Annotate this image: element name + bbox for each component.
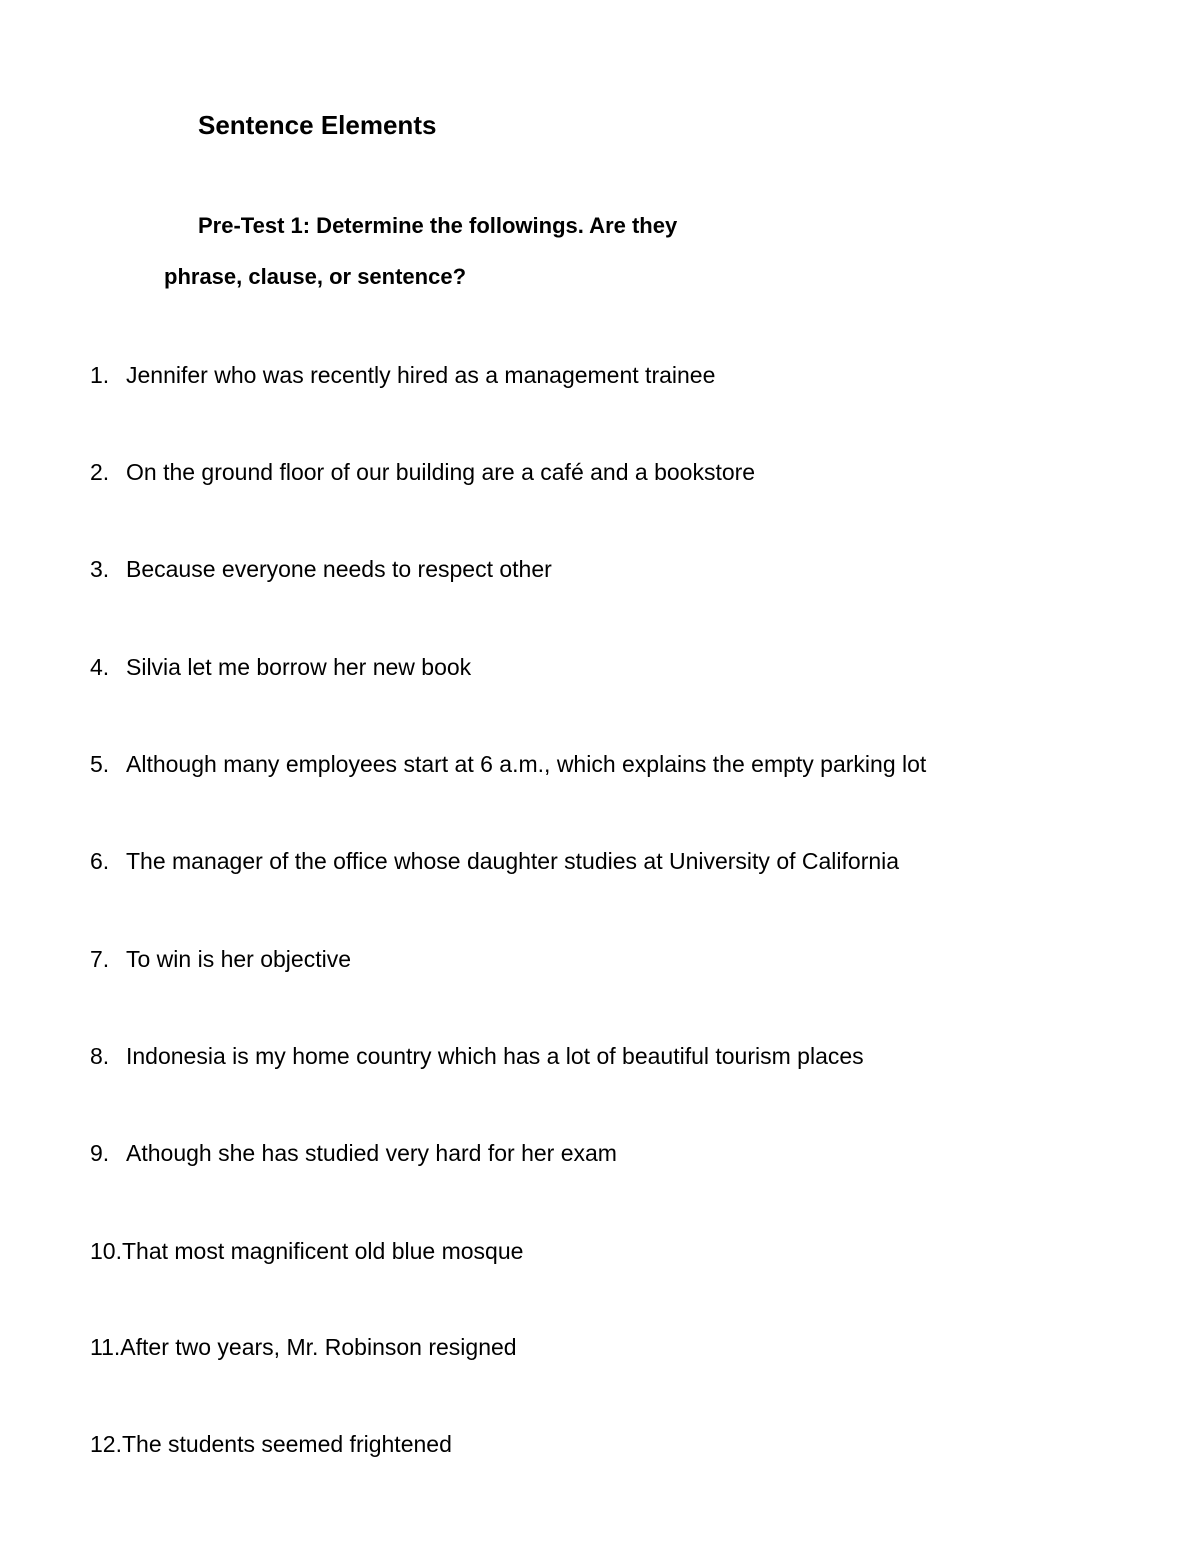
item-text: To win is her objective: [126, 946, 351, 972]
list-item: [90, 457, 755, 487]
item-number: 9.: [90, 1140, 110, 1166]
list-item: [90, 1332, 517, 1362]
item-text: Although many employees start at 6 a.m., which explains the empty parking lot: [126, 751, 927, 777]
item-number: 1.: [90, 362, 110, 388]
item-text: After two years, Mr. Robinson resigned: [120, 1334, 517, 1360]
list-item: [90, 1429, 452, 1459]
list-item: [90, 944, 351, 974]
list-item: [90, 360, 715, 390]
list-item: [90, 1236, 523, 1266]
item-number: 2.: [90, 459, 110, 485]
list-item: [90, 652, 471, 682]
item-number: 3.: [90, 556, 110, 582]
list-item: [90, 554, 552, 584]
list-item: [90, 846, 899, 876]
item-text: On the ground floor of our building are a café and a bookstore: [126, 459, 756, 485]
item-text: That most magnificent old blue mosque: [121, 1238, 524, 1264]
item-number: 11.: [90, 1334, 121, 1360]
list-item: [90, 749, 926, 779]
item-number: 6.: [90, 848, 110, 874]
item-number: 10.: [90, 1238, 122, 1264]
item-text: Silvia let me borrow her new book: [126, 654, 472, 680]
page-title: Sentence Elements: [198, 110, 437, 140]
item-number: 12.: [90, 1431, 122, 1457]
item-number: 4.: [90, 654, 110, 680]
item-number: 5.: [90, 751, 110, 777]
item-text: Indonesia is my home country which has a lot of beautiful tourism places: [126, 1043, 864, 1069]
item-text: Athough she has studied very hard for her exam: [126, 1140, 617, 1166]
instruction-line-2: phrase, clause, or sentence?: [164, 264, 467, 289]
list-item: [90, 1138, 617, 1168]
item-number: 7.: [90, 946, 110, 972]
item-text: Jennifer who was recently hired as a management trainee: [126, 362, 716, 388]
item-number: 8.: [90, 1043, 110, 1069]
item-text: Because everyone needs to respect other: [126, 556, 552, 582]
list-item: [90, 1041, 864, 1071]
instruction-line-1: Pre-Test 1: Determine the followings. Are they: [198, 213, 678, 238]
item-text: The manager of the office whose daughter studies at University of California: [126, 848, 900, 874]
item-text: The students seemed frightened: [121, 1431, 452, 1457]
